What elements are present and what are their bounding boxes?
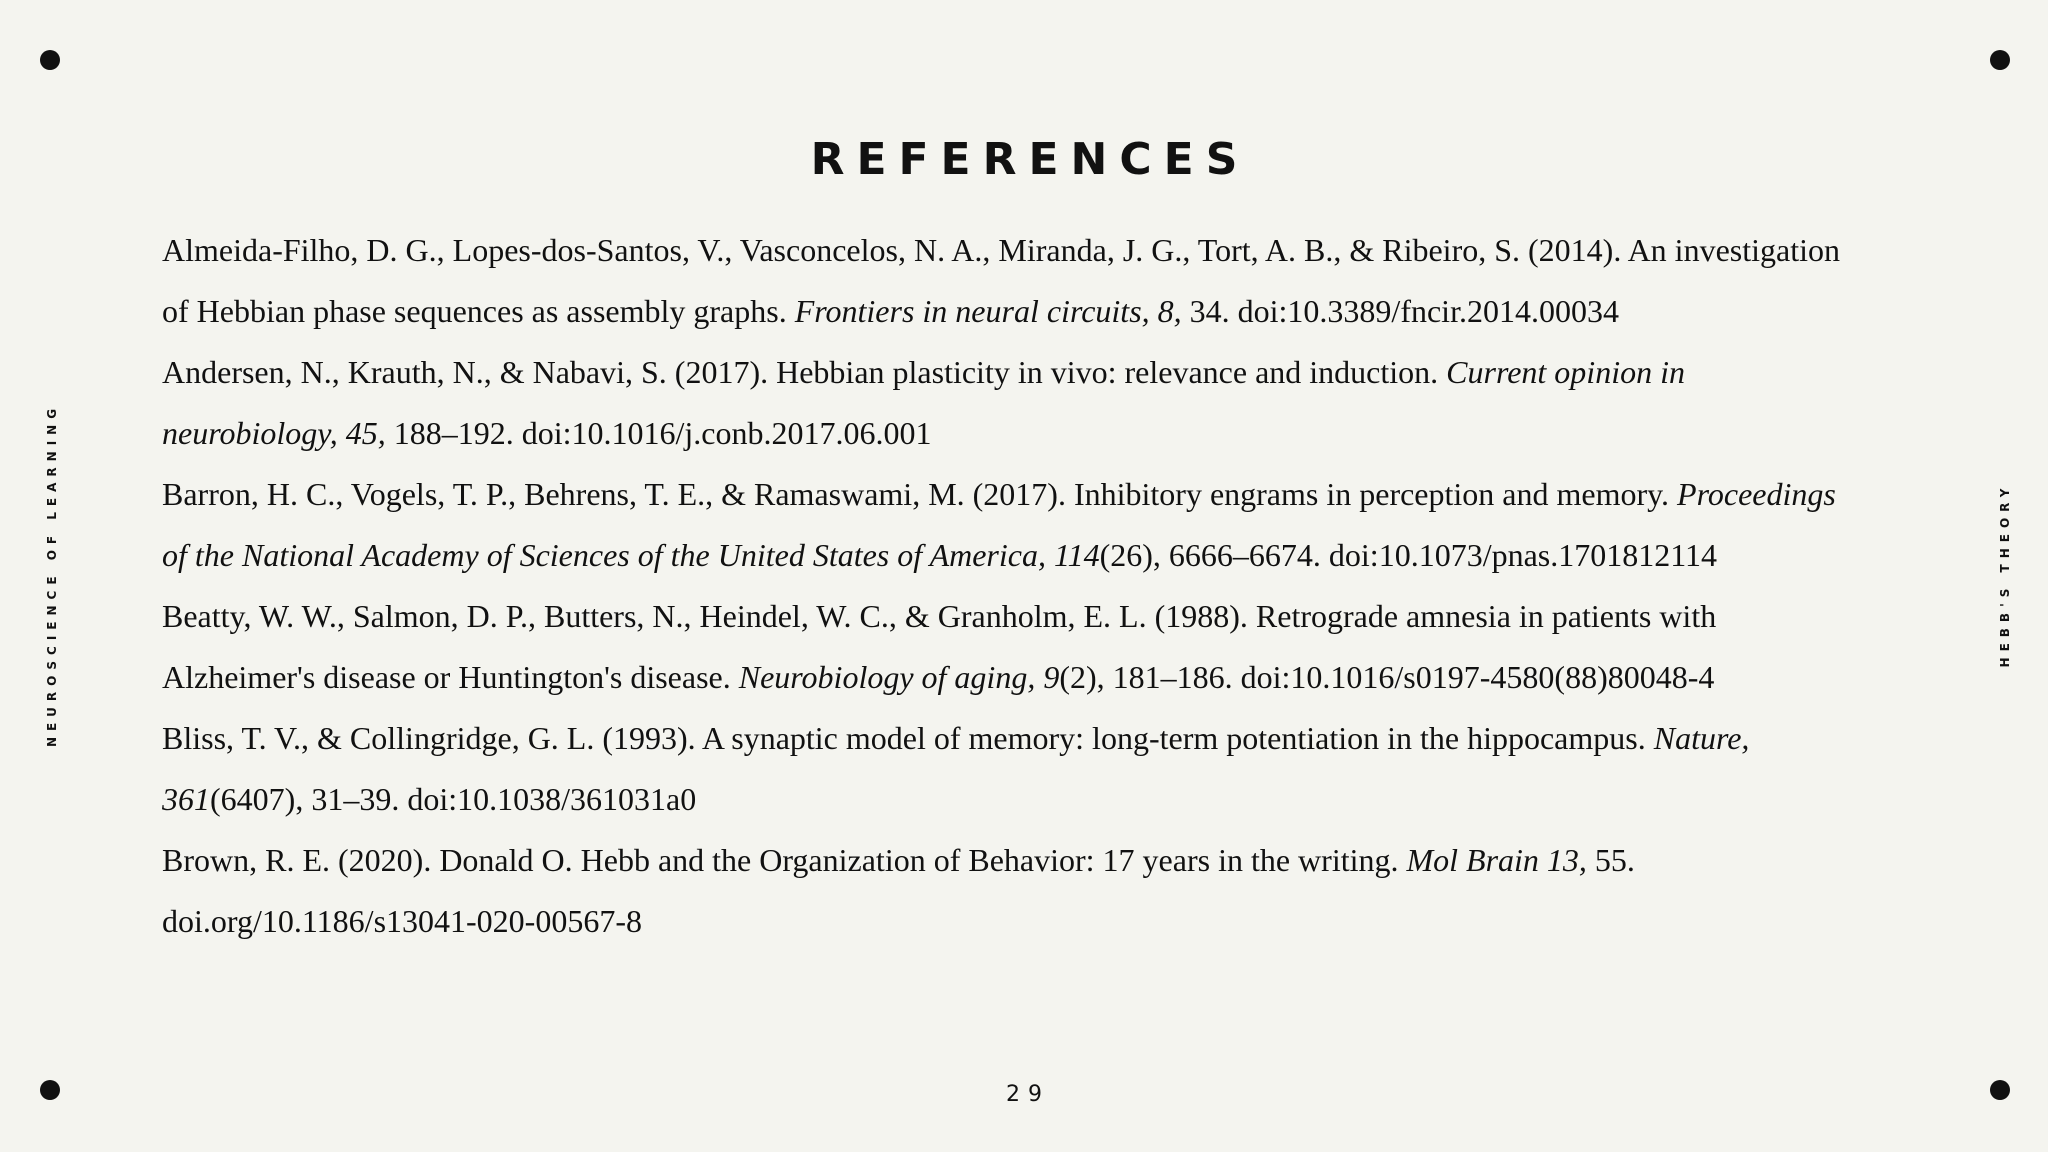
corner-dot-top-right (1990, 50, 2010, 70)
reference-entry (162, 464, 1862, 586)
reference-entry (162, 586, 1862, 708)
reference-authors-title: Bliss, T. V., & Collingridge, G. L. (1993). A synaptic model of memory: long-term potentiation in the hippocampus. (162, 720, 1654, 756)
reference-entry (162, 708, 1862, 830)
reference-authors-title: Beatty, W. W., Salmon, D. P., Butters, N., Heindel, W. C., & Granholm, E. L. (1988). Retrograde amnesia in patients with Alzheimer's disease or Huntington's disease. (162, 598, 1717, 695)
reference-details: (2), 181–186. doi:10.1016/s0197-4580(88)80048-4 (1059, 659, 1715, 695)
reference-journal: Frontiers in neural circuits, 8, (794, 293, 1182, 329)
reference-details: (26), 6666–6674. doi:10.1073/pnas.1701812114 (1099, 537, 1718, 573)
reference-authors-title: Barron, H. C., Vogels, T. P., Behrens, T. E., & Ramaswami, M. (2017). Inhibitory engrams in perception and memory. (162, 476, 1678, 512)
page-number: 29 (1006, 1082, 1050, 1107)
reference-journal: Nature, 361 (162, 720, 1750, 817)
left-side-label: NEUROSCIENCE OF LEARNING (45, 402, 59, 748)
reference-details: 55. doi.org/10.1186/s13041-020-00567-8 (162, 842, 1635, 939)
reference-entry (162, 220, 1862, 342)
corner-dot-top-left (40, 50, 60, 70)
reference-journal: Neurobiology of aging, 9 (738, 659, 1060, 695)
reference-details: 188–192. doi:10.1016/j.conb.2017.06.001 (385, 415, 932, 451)
reference-authors-title: Andersen, N., Krauth, N., & Nabavi, S. (2017). Hebbian plasticity in vivo: relevance and induction. (162, 354, 1447, 390)
reference-authors-title: Brown, R. E. (2020). Donald O. Hebb and the Organization of Behavior: 17 years in the writing. (162, 842, 1407, 878)
reference-list (162, 220, 1862, 952)
reference-journal: Mol Brain 13, (1406, 842, 1587, 878)
reference-authors-title: Almeida-Filho, D. G., Lopes-dos-Santos, V., Vasconcelos, N. A., Miranda, J. G., Tort, A. B., & Ribeiro, S. (2014). An investigation of Hebbian phase sequences as assembly graphs. (162, 232, 1840, 329)
right-side-label: HEBB'S THEORY (1998, 482, 2012, 668)
reference-journal: Proceedings of the National Academy of Sciences of the United States of America, 114 (162, 476, 1836, 573)
reference-journal: Current opinion in neurobiology, 45, (162, 354, 1685, 451)
reference-details: 34. doi:10.3389/fncir.2014.00034 (1181, 293, 1619, 329)
reference-entry (162, 342, 1862, 464)
reference-entry (162, 830, 1862, 952)
reference-details: (6407), 31–39. doi:10.1038/361031a0 (210, 781, 697, 817)
page-title: REFERENCES (810, 134, 1250, 185)
